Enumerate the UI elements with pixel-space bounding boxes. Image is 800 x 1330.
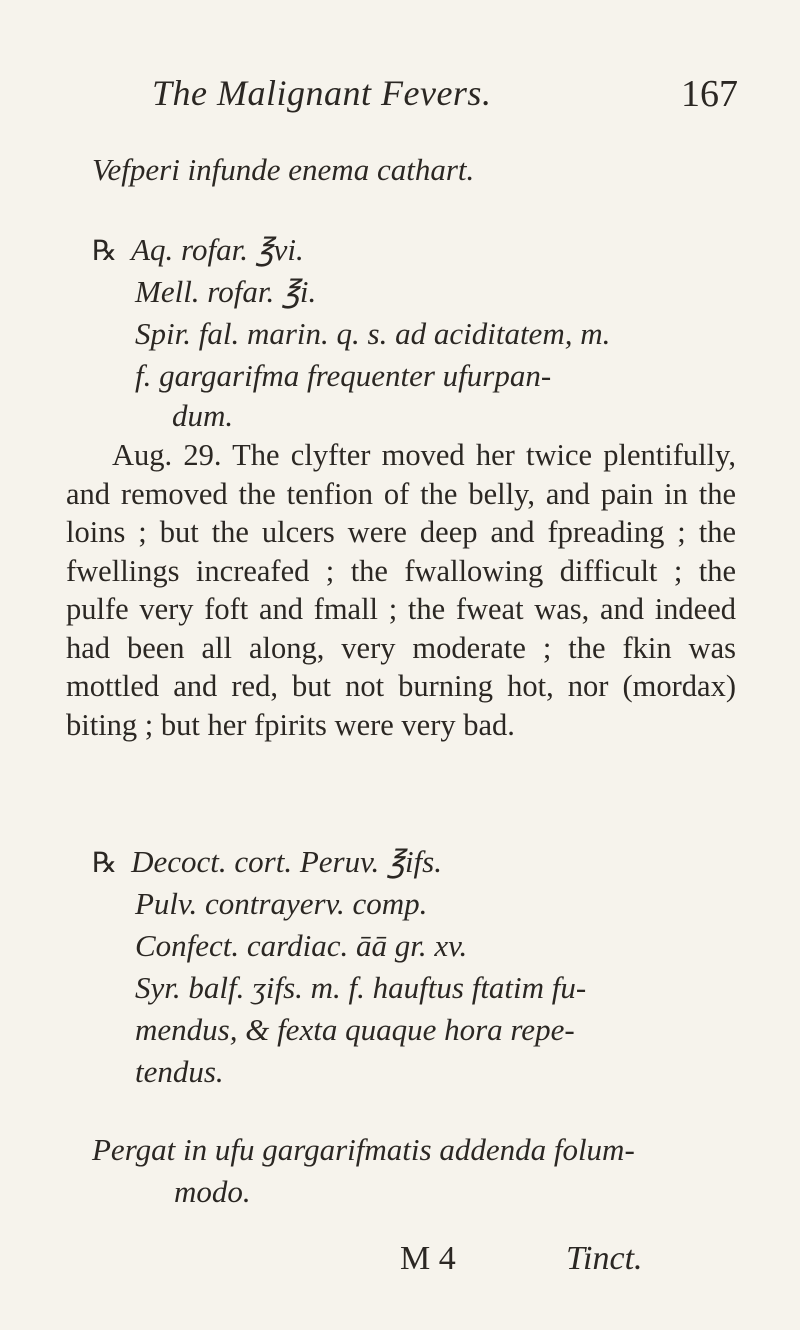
prescription-2-line-2: Pulv. contrayerv. comp. xyxy=(135,886,428,921)
prescription-1-line-3: Spir. fal. marin. q. s. ad aciditatem, m. xyxy=(135,316,611,351)
prescription-1-line-4: f. gargarifma frequenter ufurpan- xyxy=(135,358,552,393)
case-paragraph xyxy=(66,436,736,744)
prescription-2-line-5: mendus, & fexta quaque hora repe- xyxy=(135,1012,575,1047)
prescription-2-line-6: tendus. xyxy=(135,1054,224,1089)
prescription-1-line-5: dum. xyxy=(172,398,234,433)
prescription-1-text-1: Aq. rofar. ℥vi. xyxy=(131,232,304,267)
prescription-2-text-1: Decoct. cort. Peruv. ℥ifs. xyxy=(131,844,442,879)
enema-instruction: Vefperi infunde enema cathart. xyxy=(92,152,475,187)
running-title: The Malignant Fevers. xyxy=(152,73,492,113)
catchword: Tinct. xyxy=(566,1240,643,1277)
prescription-2-line-1 xyxy=(92,842,442,884)
signature-mark: M 4 xyxy=(400,1240,456,1277)
prescription-1-line-2: Mell. rofar. ℥i. xyxy=(135,274,317,309)
prescription-1-line-1 xyxy=(92,230,304,272)
closing-line-1: Pergat in ufu gargarifmatis addenda folum- xyxy=(92,1132,635,1167)
page-number: 167 xyxy=(681,73,738,115)
closing-line-2: modo. xyxy=(174,1174,251,1209)
rx-symbol-2: ℞ xyxy=(92,848,118,879)
running-head xyxy=(0,72,800,132)
rx-symbol: ℞ xyxy=(92,236,118,267)
paragraph-text: Aug. 29. The clyfter moved her twice plentifully, and removed the tenfion of the belly, and pain in the loins ; but the ulcers were deep and fpreading ; the fwellings increafed ; the fwallowing difficult ; the pulfe very foft and fmall ; the fweat was, and indeed had been all along, very moderate ; the fkin was mottled and red, but not burning hot, nor (mordax) biting ; but her fpirits were very bad. xyxy=(66,438,736,742)
prescription-2-line-3: Confect. cardiac. āā gr. xv. xyxy=(135,928,468,963)
prescription-2-line-4: Syr. balf. ʒifs. m. f. hauftus ftatim fu- xyxy=(135,970,587,1005)
